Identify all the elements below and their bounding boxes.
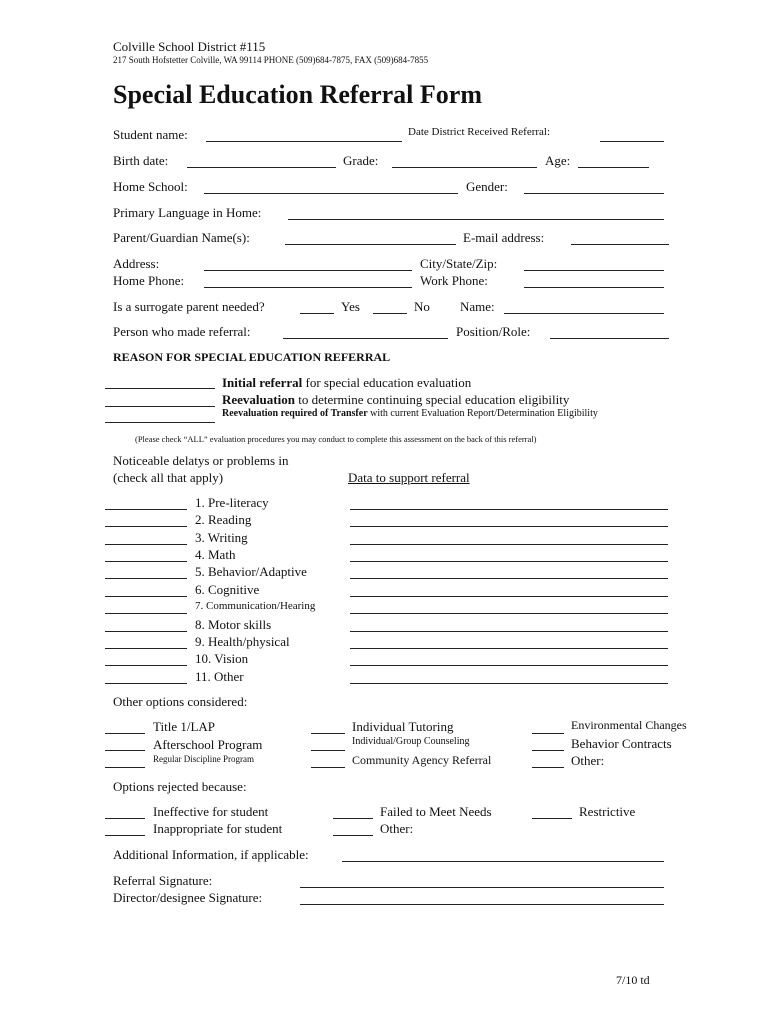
problem-item-reading: 2. Reading	[195, 512, 252, 527]
data-field-math[interactable]	[350, 561, 668, 562]
option-checkbox-other[interactable]	[532, 767, 564, 768]
position-role-field[interactable]	[550, 338, 669, 339]
surrogate-name-field[interactable]	[504, 313, 664, 314]
district-address: 217 South Hofstetter Colville, WA 99114 PHONE (509)684-7875, FAX (509)684-7855	[113, 55, 429, 65]
work-phone-field[interactable]	[524, 287, 664, 288]
option-other: Other:	[571, 753, 605, 768]
surrogate-yes-label: Yes	[341, 299, 360, 314]
data-support-heading: Data to support referral	[348, 470, 470, 485]
student-name-label: Student name:	[113, 127, 188, 142]
city-state-zip-field[interactable]	[524, 270, 664, 271]
problem-checkbox-motor[interactable]	[105, 631, 187, 632]
problem-item-other: 11. Other	[195, 669, 244, 684]
rejected-other: Other:	[380, 821, 414, 836]
option-checkbox-title1[interactable]	[105, 733, 145, 734]
home-school-field[interactable]	[204, 193, 458, 194]
option-checkbox-counseling[interactable]	[311, 750, 345, 751]
problem-checkbox-vision[interactable]	[105, 665, 187, 666]
work-phone-label: Work Phone:	[420, 273, 488, 288]
email-field[interactable]	[571, 244, 669, 245]
option-checkbox-discipline[interactable]	[105, 767, 145, 768]
director-signature-field[interactable]	[300, 904, 664, 905]
problem-item-communication: 7. Communication/Hearing	[195, 600, 316, 612]
option-behavior-contracts: Behavior Contracts	[571, 736, 672, 751]
rejected-heading: Options rejected because:	[113, 779, 247, 794]
evaluation-note: (Please check “ALL” evaluation procedures you may conduct to complete this assessment on the back of this referral)	[135, 434, 537, 444]
initial-referral-checkbox[interactable]	[105, 388, 215, 389]
surrogate-no-label: No	[414, 299, 430, 314]
reevaluation-option	[222, 393, 569, 406]
rejected-checkbox-restrictive[interactable]	[532, 818, 572, 819]
birth-date-label: Birth date:	[113, 153, 169, 168]
student-name-field[interactable]	[206, 141, 402, 142]
problem-checkbox-behavior[interactable]	[105, 578, 187, 579]
problem-item-motor: 8. Motor skills	[195, 617, 272, 632]
home-phone-field[interactable]	[204, 287, 412, 288]
problem-item-preliteracy: 1. Pre-literacy	[195, 495, 269, 510]
transfer-option	[222, 409, 598, 419]
transfer-checkbox[interactable]	[105, 422, 215, 423]
surrogate-label: Is a surrogate parent needed?	[113, 299, 265, 314]
option-checkbox-behavior-contracts[interactable]	[532, 750, 564, 751]
option-discipline: Regular Discipline Program	[153, 754, 254, 764]
problem-checkbox-reading[interactable]	[105, 526, 187, 527]
problem-checkbox-preliteracy[interactable]	[105, 509, 187, 510]
data-field-other[interactable]	[350, 683, 668, 684]
problem-item-behavior: 5. Behavior/Adaptive	[195, 564, 307, 579]
option-afterschool: Afterschool Program	[153, 737, 263, 752]
surrogate-no-field[interactable]	[373, 313, 407, 314]
initial-referral-bold: Initial referral	[222, 375, 303, 390]
referral-signature-label: Referral Signature:	[113, 873, 213, 888]
reevaluation-text: to determine continuing special education eligibility	[294, 392, 570, 407]
problem-item-cognitive: 6. Cognitive	[195, 582, 260, 597]
option-community: Community Agency Referral	[352, 753, 492, 767]
birth-date-field[interactable]	[187, 167, 336, 168]
option-title1: Title 1/LAP	[153, 719, 216, 734]
home-school-label: Home School:	[113, 179, 188, 194]
form-title: Special Education Referral Form	[113, 80, 482, 109]
initial-referral-option	[222, 376, 471, 389]
problem-item-writing: 3. Writing	[195, 530, 248, 545]
gender-label: Gender:	[466, 179, 508, 194]
option-counseling: Individual/Group Counseling	[352, 736, 470, 747]
additional-info-label: Additional Information, if applicable:	[113, 847, 309, 862]
surrogate-yes-field[interactable]	[300, 313, 334, 314]
referral-signature-field[interactable]	[300, 887, 664, 888]
problem-checkbox-cognitive[interactable]	[105, 596, 187, 597]
person-referral-label: Person who made referral:	[113, 324, 251, 339]
parent-names-label: Parent/Guardian Name(s):	[113, 230, 250, 245]
rejected-ineffective: Ineffective for student	[153, 804, 269, 819]
problems-heading-line2: (check all that apply)	[113, 470, 224, 485]
gender-field[interactable]	[524, 193, 664, 194]
problem-checkbox-communication[interactable]	[105, 613, 187, 614]
problem-item-math: 4. Math	[195, 547, 236, 562]
option-environmental: Environmental Changes	[571, 718, 687, 732]
grade-field[interactable]	[392, 167, 537, 168]
data-field-communication[interactable]	[350, 613, 668, 614]
additional-info-field[interactable]	[342, 861, 664, 862]
transfer-text: with current Evaluation Report/Determination Eligibility	[367, 408, 598, 419]
age-label: Age:	[545, 153, 571, 168]
data-field-behavior[interactable]	[350, 578, 668, 579]
initial-referral-text: for special education evaluation	[302, 375, 472, 390]
problem-checkbox-writing[interactable]	[105, 544, 187, 545]
data-field-cognitive[interactable]	[350, 596, 668, 597]
primary-language-label: Primary Language in Home:	[113, 205, 262, 220]
problem-item-health: 9. Health/physical	[195, 634, 290, 649]
surrogate-name-label: Name:	[460, 299, 495, 314]
person-referral-field[interactable]	[283, 338, 448, 339]
rejected-checkbox-inappropriate[interactable]	[105, 835, 145, 836]
district-name: Colville School District #115	[113, 39, 266, 54]
address-label: Address:	[113, 256, 160, 271]
rejected-checkbox-failed[interactable]	[333, 818, 373, 819]
problem-checkbox-other[interactable]	[105, 683, 187, 684]
rejected-failed: Failed to Meet Needs	[380, 804, 492, 819]
email-label: E-mail address:	[463, 230, 545, 245]
data-field-writing[interactable]	[350, 544, 668, 545]
address-field[interactable]	[204, 270, 412, 271]
parent-names-field[interactable]	[285, 244, 456, 245]
data-field-preliteracy[interactable]	[350, 509, 668, 510]
option-checkbox-community[interactable]	[311, 767, 345, 768]
date-received-field[interactable]	[600, 141, 664, 142]
home-phone-label: Home Phone:	[113, 273, 185, 288]
grade-label: Grade:	[343, 153, 379, 168]
problems-heading-line1: Noticeable delatys or problems in	[113, 453, 289, 468]
problem-checkbox-math[interactable]	[105, 561, 187, 562]
rejected-restrictive: Restrictive	[579, 804, 636, 819]
option-tutoring: Individual Tutoring	[352, 719, 454, 734]
city-state-zip-label: City/State/Zip:	[420, 256, 498, 271]
problem-item-vision: 10. Vision	[195, 651, 249, 666]
rejected-checkbox-ineffective[interactable]	[105, 818, 145, 819]
option-checkbox-afterschool[interactable]	[105, 750, 145, 751]
transfer-bold: Reevaluation required of Transfer	[222, 408, 368, 419]
rejected-checkbox-other[interactable]	[333, 835, 373, 836]
problem-checkbox-health[interactable]	[105, 648, 187, 649]
primary-language-field[interactable]	[288, 219, 664, 220]
page-note: 7/10 td	[616, 973, 650, 987]
age-field[interactable]	[578, 167, 649, 168]
data-field-health[interactable]	[350, 648, 668, 649]
reevaluation-checkbox[interactable]	[105, 406, 215, 407]
data-field-vision[interactable]	[350, 665, 668, 666]
data-field-motor[interactable]	[350, 631, 668, 632]
reevaluation-bold: Reevaluation	[222, 392, 295, 407]
reason-heading: REASON FOR SPECIAL EDUCATION REFERRAL	[113, 350, 391, 364]
option-checkbox-tutoring[interactable]	[311, 733, 345, 734]
position-role-label: Position/Role:	[456, 324, 531, 339]
rejected-inappropriate: Inappropriate for student	[153, 821, 283, 836]
data-field-reading[interactable]	[350, 526, 668, 527]
date-received-label: Date District Received Referral:	[408, 126, 551, 138]
director-signature-label: Director/designee Signature:	[113, 890, 263, 905]
option-checkbox-environmental[interactable]	[532, 733, 564, 734]
other-options-heading: Other options considered:	[113, 694, 248, 709]
